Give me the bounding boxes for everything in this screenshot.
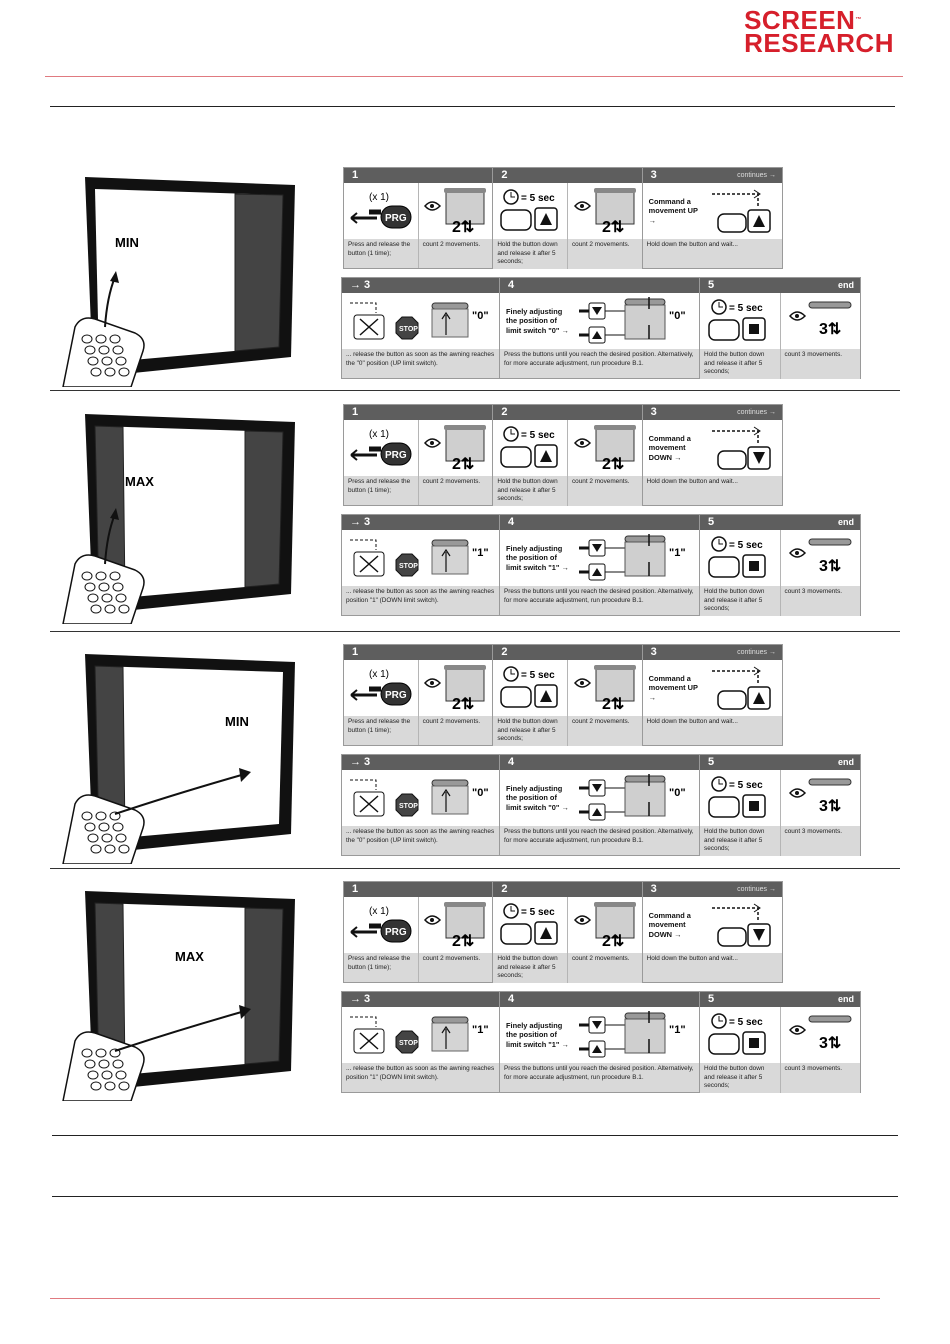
steps-strip-top	[343, 404, 783, 506]
step-number: 4	[500, 278, 699, 293]
step-number: → 3	[342, 992, 499, 1007]
step-2-panel	[493, 645, 642, 745]
section-divider	[50, 631, 900, 632]
steps-strip-bottom	[341, 991, 861, 1093]
step-5-panel	[700, 515, 860, 615]
stop-limit-graphic	[342, 770, 499, 826]
step-3-continued-panel	[342, 755, 500, 855]
step-number: 5 end	[700, 278, 860, 293]
logo-line-1: SCREEN™	[744, 5, 862, 35]
command-movement-graphic: Command a movement UP →	[643, 183, 782, 239]
svg-text:2⇅: 2⇅	[601, 456, 625, 473]
svg-text:= 5 sec: = 5 sec	[728, 780, 763, 791]
step-3-continued-caption: ... release the button as soon as the awning reaches the "0" position (UP limit switch).	[342, 826, 499, 855]
step-number: 2	[493, 645, 641, 660]
step-number: 5 end	[700, 515, 860, 530]
command-movement-graphic: Command a movement DOWN →	[643, 420, 782, 476]
step-2-caption-b: count 2 movements.	[568, 716, 642, 746]
step-1-panel	[344, 882, 493, 982]
step-number: 3 continues →	[643, 405, 782, 420]
step-5-caption-a: Hold the button down and release it after 5 seconds;	[700, 349, 780, 379]
step-2-caption-a: Hold the button down and release it after 5 seconds;	[493, 716, 567, 746]
svg-text:(x 1): (x 1)	[368, 906, 389, 917]
svg-text:= 5 sec: = 5 sec	[728, 303, 763, 314]
step-2-caption-a: Hold the button down and release it after 5 seconds;	[493, 239, 567, 269]
step-1-caption-a: Press and release the button (1 time);	[344, 716, 418, 745]
step-2-caption-a: Hold the button down and release it after 5 seconds;	[493, 953, 567, 983]
step-3-continued-panel	[342, 278, 500, 378]
steps-strip-bottom	[341, 514, 861, 616]
step-2-caption-b: count 2 movements.	[568, 953, 642, 983]
step-1-caption-b: count 2 movements.	[419, 476, 493, 505]
svg-text:2⇅: 2⇅	[452, 219, 475, 236]
hold-stop-5sec-graphic	[700, 293, 780, 349]
step-number: 4	[500, 755, 699, 770]
steps-strip-top	[343, 881, 783, 983]
step-number: 4	[500, 515, 699, 530]
header-rule	[45, 76, 903, 77]
step-number: 5 end	[700, 755, 860, 770]
svg-text:2⇅: 2⇅	[452, 696, 475, 713]
section-divider	[50, 390, 900, 391]
command-movement-graphic: Command a movement UP →	[643, 660, 782, 716]
svg-text:"1": "1"	[669, 1024, 686, 1036]
step-2-panel	[493, 882, 642, 982]
step-3-caption: Hold down the button and wait...	[643, 953, 782, 982]
step-2-caption-a: Hold the button down and release it after 5 seconds;	[493, 476, 567, 506]
step-3-caption: Hold down the button and wait...	[643, 476, 782, 505]
step-number: 4	[500, 992, 699, 1007]
step-3-continued-caption: ... release the button as soon as the awning reaches the "0" position (UP limit switch).	[342, 349, 499, 378]
screen-remote-illustration	[55, 644, 305, 864]
illus-label: MAX	[125, 474, 154, 489]
step-3-panel	[643, 645, 782, 745]
fine-adjust-graphic: Finely adjusting the position of limit switch "1" → "1"	[500, 530, 699, 586]
svg-text:= 5 sec: = 5 sec	[728, 1017, 763, 1028]
step-2-panel	[493, 168, 642, 268]
hold-stop-5sec-graphic	[700, 1007, 780, 1063]
step-1-caption-b: count 2 movements.	[419, 953, 493, 982]
svg-text:PRG: PRG	[384, 690, 407, 701]
step-1-caption-a: Press and release the button (1 time);	[344, 239, 418, 268]
svg-text:PRG: PRG	[384, 450, 407, 461]
step-number: → 3	[342, 515, 499, 530]
svg-text:STOP: STOP	[398, 326, 418, 333]
screen-remote-illustration	[55, 881, 305, 1101]
step-5-caption-b: count 3 movements.	[781, 1063, 861, 1093]
step-5-panel	[700, 278, 860, 378]
step-5-caption-b: count 3 movements.	[781, 586, 861, 616]
step-1-panel	[344, 405, 493, 505]
screen-remote-illustration	[55, 167, 305, 387]
step-number: 1	[344, 168, 492, 183]
svg-text:(x 1): (x 1)	[368, 669, 389, 680]
step-2-caption-b: count 2 movements.	[568, 476, 642, 506]
steps-strip-bottom	[341, 277, 861, 379]
svg-text:"0": "0"	[471, 787, 489, 799]
footer-red-rule	[50, 1298, 880, 1299]
svg-text:(x 1): (x 1)	[368, 429, 389, 440]
svg-text:2⇅: 2⇅	[452, 933, 475, 950]
step-1-caption-b: count 2 movements.	[419, 716, 493, 745]
steps-strip-bottom	[341, 754, 861, 856]
svg-text:2⇅: 2⇅	[601, 696, 625, 713]
svg-text:3⇅: 3⇅	[819, 798, 842, 815]
step-1-panel	[344, 645, 493, 745]
svg-text:= 5 sec: = 5 sec	[521, 670, 555, 681]
step-3-continued-panel	[342, 515, 500, 615]
step-1-caption-a: Press and release the button (1 time);	[344, 953, 418, 982]
svg-text:= 5 sec: = 5 sec	[521, 193, 555, 204]
screen-remote-illustration	[55, 404, 305, 624]
step-4-caption: Press the buttons until you reach the desired position. Alternatively, for more accurate adjustment, run procedure B.1.	[500, 826, 699, 855]
step-5-panel	[700, 755, 860, 855]
step-4-caption: Press the buttons until you reach the desired position. Alternatively, for more accurate adjustment, run procedure B.1.	[500, 1063, 699, 1092]
prg-key-graphic	[344, 420, 418, 476]
svg-text:STOP: STOP	[398, 1040, 418, 1047]
step-4-panel	[500, 278, 700, 378]
step-number: 2	[493, 882, 641, 897]
step-number: 2	[493, 405, 641, 420]
steps-strip-top	[343, 644, 783, 746]
svg-text:"1": "1"	[669, 547, 686, 559]
step-3-caption: Hold down the button and wait...	[643, 239, 782, 268]
hold-stop-5sec-graphic	[700, 770, 780, 826]
svg-text:= 5 sec: = 5 sec	[521, 907, 555, 918]
awning-2-moves-graphic	[419, 420, 493, 476]
svg-text:"0": "0"	[669, 787, 686, 799]
step-number: 2	[493, 168, 641, 183]
section-divider	[50, 868, 900, 869]
svg-text:"0": "0"	[669, 310, 686, 322]
svg-text:"0": "0"	[471, 310, 489, 322]
command-movement-graphic: Command a movement DOWN →	[643, 897, 782, 953]
svg-text:2⇅: 2⇅	[601, 933, 625, 950]
step-3-panel	[643, 405, 782, 505]
prg-key-graphic	[344, 183, 418, 239]
svg-text:"1": "1"	[471, 547, 489, 559]
screen-research-logo	[744, 5, 894, 58]
svg-text:= 5 sec: = 5 sec	[728, 540, 763, 551]
fine-adjust-graphic: Finely adjusting the position of limit switch "0" → "0"	[500, 770, 699, 826]
step-5-panel	[700, 992, 860, 1092]
step-3-continued-caption: ... release the button as soon as the awning reaches position "1" (DOWN limit switch).	[342, 1063, 499, 1092]
step-4-panel	[500, 515, 700, 615]
awning-2-moves-graphic	[419, 183, 493, 239]
svg-text:3⇅: 3⇅	[819, 1035, 842, 1052]
hold-5sec-graphic	[493, 420, 567, 476]
step-number: → 3	[342, 278, 499, 293]
step-5-caption-a: Hold the button down and release it after 5 seconds;	[700, 826, 780, 856]
svg-text:3⇅: 3⇅	[819, 558, 842, 575]
illus-label: MIN	[115, 235, 139, 250]
step-4-caption: Press the buttons until you reach the desired position. Alternatively, for more accurate adjustment, run procedure B.1.	[500, 586, 699, 615]
step-3-continued-caption: ... release the button as soon as the awning reaches position "1" (DOWN limit switch).	[342, 586, 499, 615]
step-3-caption: Hold down the button and wait...	[643, 716, 782, 745]
footer-rule-2	[52, 1196, 898, 1197]
hold-5sec-graphic	[493, 897, 567, 953]
stop-limit-graphic	[342, 293, 499, 349]
step-4-panel	[500, 992, 700, 1092]
svg-text:STOP: STOP	[398, 803, 418, 810]
svg-text:STOP: STOP	[398, 563, 418, 570]
top-rule	[50, 106, 895, 107]
step-number: 1	[344, 405, 492, 420]
step-5-caption-a: Hold the button down and release it after 5 seconds;	[700, 1063, 780, 1093]
step-5-caption-b: count 3 movements.	[781, 349, 861, 379]
illus-label: MIN	[225, 714, 249, 729]
step-2-caption-b: count 2 movements.	[568, 239, 642, 269]
awning-2-moves-graphic	[568, 183, 642, 239]
svg-text:2⇅: 2⇅	[601, 219, 625, 236]
illus-label: MAX	[175, 949, 204, 964]
step-number: 3 continues →	[643, 882, 782, 897]
step-number: → 3	[342, 755, 499, 770]
awning-3-moves-graphic	[781, 770, 861, 826]
step-5-caption-a: Hold the button down and release it after 5 seconds;	[700, 586, 780, 616]
step-1-caption-b: count 2 movements.	[419, 239, 493, 268]
stop-limit-graphic	[342, 530, 499, 586]
logo-line-2: RESEARCH	[744, 28, 894, 58]
step-1-panel	[344, 168, 493, 268]
stop-limit-graphic	[342, 1007, 499, 1063]
step-3-panel	[643, 168, 782, 268]
hold-stop-5sec-graphic	[700, 530, 780, 586]
awning-3-moves-graphic	[781, 530, 861, 586]
step-4-panel	[500, 755, 700, 855]
awning-2-moves-graphic	[419, 660, 493, 716]
svg-text:(x 1): (x 1)	[368, 192, 389, 203]
steps-strip-top	[343, 167, 783, 269]
step-5-caption-b: count 3 movements.	[781, 826, 861, 856]
step-number: 1	[344, 882, 492, 897]
prg-key-graphic	[344, 660, 418, 716]
awning-3-moves-graphic	[781, 1007, 861, 1063]
fine-adjust-graphic: Finely adjusting the position of limit switch "1" → "1"	[500, 1007, 699, 1063]
step-number: 1	[344, 645, 492, 660]
svg-text:2⇅: 2⇅	[452, 456, 475, 473]
fine-adjust-graphic: Finely adjusting the position of limit switch "0" → "0"	[500, 293, 699, 349]
step-number: 5 end	[700, 992, 860, 1007]
svg-text:= 5 sec: = 5 sec	[521, 430, 555, 441]
step-number: 3 continues →	[643, 168, 782, 183]
hold-5sec-graphic	[493, 660, 567, 716]
step-2-panel	[493, 405, 642, 505]
svg-text:PRG: PRG	[384, 213, 407, 224]
svg-text:"1": "1"	[471, 1024, 489, 1036]
awning-2-moves-graphic	[419, 897, 493, 953]
svg-text:3⇅: 3⇅	[819, 321, 842, 338]
footer-rule-1	[52, 1135, 898, 1136]
step-4-caption: Press the buttons until you reach the desired position. Alternatively, for more accurate adjustment, run procedure B.1.	[500, 349, 699, 378]
step-number: 3 continues →	[643, 645, 782, 660]
hold-5sec-graphic	[493, 183, 567, 239]
svg-text:PRG: PRG	[384, 927, 407, 938]
step-3-panel	[643, 882, 782, 982]
prg-key-graphic	[344, 897, 418, 953]
awning-3-moves-graphic	[781, 293, 861, 349]
awning-2-moves-graphic	[568, 897, 642, 953]
awning-2-moves-graphic	[568, 420, 642, 476]
awning-2-moves-graphic	[568, 660, 642, 716]
step-1-caption-a: Press and release the button (1 time);	[344, 476, 418, 505]
step-3-continued-panel	[342, 992, 500, 1092]
